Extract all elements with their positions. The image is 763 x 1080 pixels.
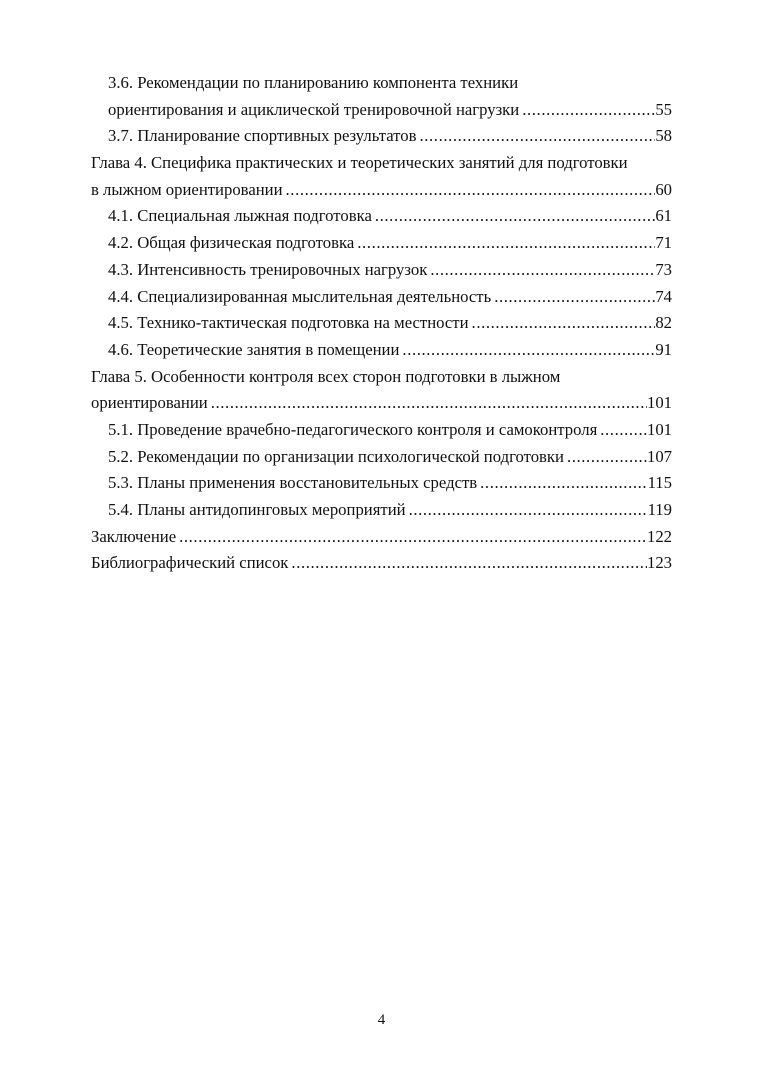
toc-dot-leader xyxy=(179,524,647,551)
toc-dot-leader xyxy=(402,337,655,364)
toc-chapter-title: Глава 5. Особенности контроля всех сторон подготовки в лыжном xyxy=(91,366,561,386)
toc-entry-title: 5.4. Планы антидопинговых мероприятий xyxy=(108,500,406,519)
toc-entry-page: 60 xyxy=(655,179,672,199)
toc-entry[interactable] xyxy=(91,257,672,284)
toc-chapter xyxy=(91,150,672,177)
toc-dot-leader xyxy=(286,177,656,204)
toc-entry[interactable] xyxy=(91,97,672,124)
toc-chapter-title: Заключение xyxy=(91,526,177,546)
toc-entry-title: 4.4. Специализированная мыслительная деятельность xyxy=(108,286,492,306)
toc-entry-page: 58 xyxy=(655,126,672,146)
toc-entry-page: 107 xyxy=(646,446,672,466)
toc-entry-title: 5.1. Проведение врачебно-педагогического контроля и самоконтроля xyxy=(108,419,598,439)
table-of-contents xyxy=(91,70,672,577)
toc-dot-leader xyxy=(419,123,655,150)
toc-dot-leader xyxy=(430,257,655,284)
toc-entry-page: 61 xyxy=(655,206,672,226)
toc-chapter-title: в лыжном ориентировании xyxy=(91,179,283,199)
toc-dot-leader xyxy=(211,390,647,417)
toc-entry-page: 82 xyxy=(655,313,672,333)
toc-entry-title: ориентирования и ациклической тренировочной нагрузки xyxy=(108,99,520,119)
page-number: 4 xyxy=(377,1012,386,1028)
toc-entry-page: 73 xyxy=(655,259,672,279)
toc-entry-page: 55 xyxy=(655,99,672,119)
toc-dot-leader xyxy=(375,203,655,230)
toc-dot-leader xyxy=(472,310,656,337)
toc-entry-page: 119 xyxy=(647,500,672,519)
toc-entry-page: 74 xyxy=(655,286,672,306)
toc-entry[interactable] xyxy=(91,470,672,497)
toc-dot-leader xyxy=(567,444,647,471)
toc-dot-leader xyxy=(357,230,655,257)
toc-entry[interactable] xyxy=(91,123,672,150)
toc-entry-page: 101 xyxy=(646,393,672,413)
toc-entry[interactable] xyxy=(91,417,672,444)
toc-dot-leader xyxy=(522,97,655,124)
toc-entry-title: 3.6. Рекомендации по планированию компонента техники xyxy=(108,73,519,92)
toc-entry-title: 4.1. Специальная лыжная подготовка xyxy=(108,206,372,226)
toc-dot-leader xyxy=(480,470,647,497)
toc-entry[interactable] xyxy=(91,284,672,311)
toc-entry-page: 71 xyxy=(655,233,672,253)
toc-chapter-title: Глава 4. Специфика практических и теоретических занятий для подготовки xyxy=(91,153,628,173)
toc-entry-page: 91 xyxy=(655,339,672,359)
toc-entry-title: 4.2. Общая физическая подготовка xyxy=(108,233,355,253)
toc-entry-title: 4.6. Теоретические занятия в помещении xyxy=(108,339,400,359)
toc-chapter[interactable] xyxy=(91,177,672,204)
toc-entry[interactable] xyxy=(91,230,672,257)
toc-chapter[interactable] xyxy=(91,524,672,551)
toc-entry xyxy=(91,70,672,97)
toc-entry[interactable] xyxy=(91,203,672,230)
toc-dot-leader xyxy=(409,497,648,524)
toc-entry[interactable] xyxy=(91,310,672,337)
toc-entry-page: 123 xyxy=(646,553,672,573)
toc-dot-leader xyxy=(291,550,647,577)
toc-dot-leader xyxy=(600,417,647,444)
toc-entry[interactable] xyxy=(91,444,672,471)
toc-chapter[interactable] xyxy=(91,390,672,417)
toc-chapter xyxy=(91,364,672,391)
toc-entry-title: 5.3. Планы применения восстановительных средств xyxy=(108,473,478,493)
toc-entry[interactable] xyxy=(91,497,672,524)
toc-entry-title: 5.2. Рекомендации по организации психологической подготовки xyxy=(108,446,564,466)
toc-entry-page: 115 xyxy=(647,473,672,493)
toc-dot-leader xyxy=(494,284,655,311)
toc-chapter-title: Библиографический список xyxy=(91,553,289,573)
toc-entry-page: 101 xyxy=(646,419,672,439)
toc-entry-page: 122 xyxy=(646,526,672,546)
toc-entry-title: 4.3. Интенсивность тренировочных нагрузок xyxy=(108,259,428,279)
toc-entry-title: 4.5. Технико-тактическая подготовка на местности xyxy=(108,313,469,333)
toc-chapter-title: ориентировании xyxy=(91,393,208,413)
toc-entry[interactable] xyxy=(91,337,672,364)
toc-entry-title: 3.7. Планирование спортивных результатов xyxy=(108,126,417,146)
toc-chapter[interactable] xyxy=(91,550,672,577)
